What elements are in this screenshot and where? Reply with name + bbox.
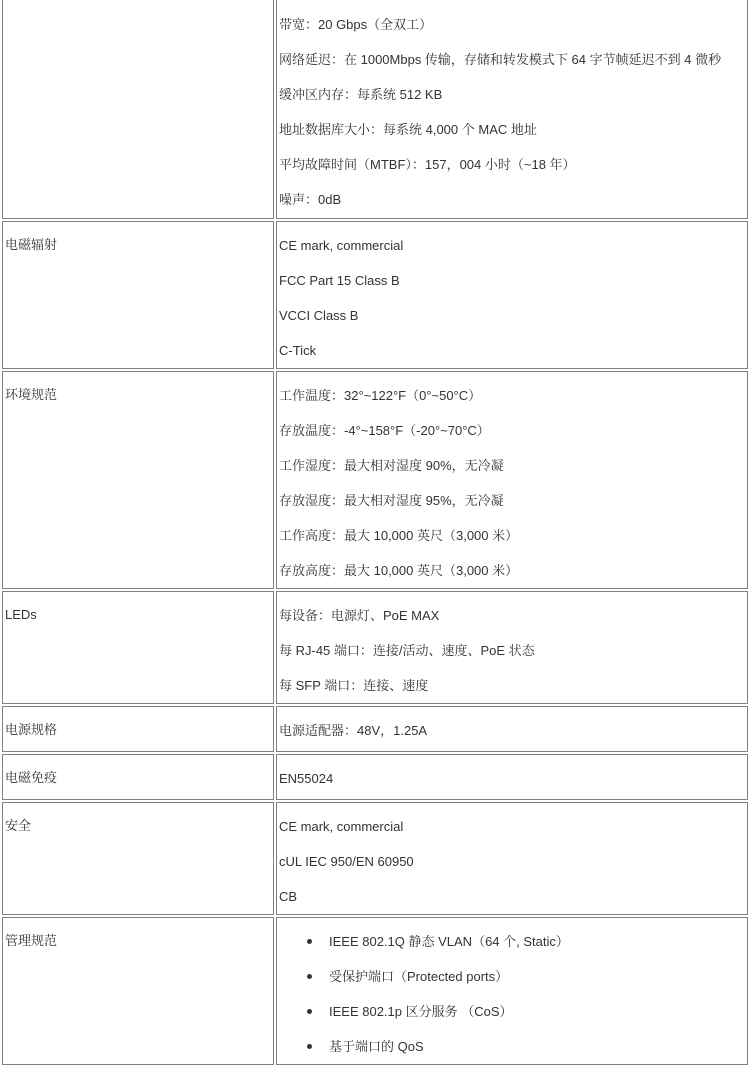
table-row [2,591,748,704]
spec-value: 缓冲区内存：每系统 512 KB [279,87,443,102]
table-row [2,754,748,800]
list-item-text: IEEE 802.1Q 静态 VLAN（64 个, Static） [329,934,569,949]
row-label: 电磁辐射 [5,237,58,252]
table-row [2,706,748,752]
row-label-cell [2,754,274,800]
row-label-cell [2,0,274,219]
list-item [279,924,747,959]
spec-value: 工作高度：最大 10,000 英尺（3,000 米） [279,528,519,543]
row-label: 安全 [5,818,32,833]
row-value-cell [276,221,748,369]
row-value-cell [276,706,748,752]
list-item [279,1029,747,1064]
spec-value: 存放高度：最大 10,000 英尺（3,000 米） [279,563,519,578]
row-label-cell [2,591,274,704]
row-value-cell [276,754,748,800]
bullet-list [279,924,747,1064]
spec-value: 工作湿度：最大相对湿度 90%，无冷凝 [279,458,504,473]
list-item [279,959,747,994]
spec-value: 存放温度：-4°~158°F（-20°~70°C） [279,423,490,438]
row-label-cell [2,221,274,369]
list-item [279,994,747,1029]
spec-value: 存放湿度：最大相对湿度 95%，无冷凝 [279,493,504,508]
row-value-cell [276,371,748,589]
spec-value: CE mark, commercial [279,238,404,253]
spec-value: 每设备：电源灯、PoE MAX [279,608,440,623]
row-label-cell [2,706,274,752]
row-value-cell [276,802,748,915]
spec-value: 每 RJ-45 端口：连接/活动、速度、PoE 状态 [279,643,535,658]
spec-value: 每 SFP 端口：连接、速度 [279,678,429,693]
table-row [2,917,748,1065]
row-label: 管理规范 [5,933,58,948]
table-row [2,802,748,915]
row-value-cell [276,591,748,704]
table-row [2,0,748,219]
spec-value: 地址数据库大小：每系统 4,000 个 MAC 地址 [279,122,537,137]
spec-value: 电源适配器：48V，1.25A [279,723,428,738]
row-label: LEDs [5,607,37,622]
row-value-cell [276,0,748,219]
spec-value: 平均故障时间（MTBF）：157，004 小时（~18 年） [279,157,576,172]
spec-value: FCC Part 15 Class B [279,273,400,288]
spec-value: 网络延迟：在 1000Mbps 传输，存储和转发模式下 64 字节帧延迟不到 4 微秒 [279,52,722,67]
spec-value: 工作温度：32°~122°F（0°~50°C） [279,388,482,403]
spec-value: CE mark, commercial [279,819,404,834]
spec-value: cUL IEC 950/EN 60950 [279,854,414,869]
spec-value: 噪声：0dB [279,192,342,207]
table-row [2,371,748,589]
row-value-cell [276,917,748,1065]
spec-value: VCCI Class B [279,308,359,323]
row-label [5,0,273,12]
list-item-text: 受保护端口（Protected ports） [329,969,509,984]
list-item-text: 基于端口的 QoS [329,1039,424,1054]
spec-value: C-Tick [279,343,317,358]
spec-value: 带宽：20 Gbps（全双工） [279,17,433,32]
row-label: 电磁免疫 [5,770,58,785]
list-item-text: IEEE 802.1p 区分服务 （CoS） [329,1004,513,1019]
row-label-cell [2,371,274,589]
spec-value: CB [279,889,298,904]
row-label-cell [2,917,274,1065]
spec-value: EN55024 [279,771,334,786]
row-label: 电源规格 [5,722,58,737]
row-label: 环境规范 [5,387,58,402]
table-row [2,221,748,369]
row-label-cell [2,802,274,915]
